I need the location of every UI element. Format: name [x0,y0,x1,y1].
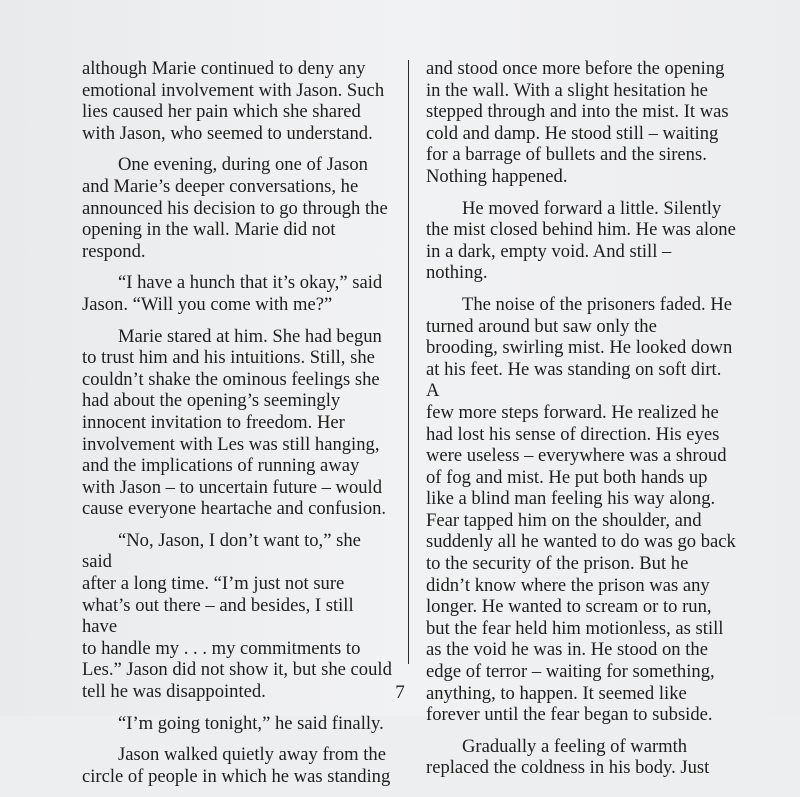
right-column [426,58,736,789]
paragraph: “No, Jason, I don’t want to,” she said after a long time. “I’m just not sure what’s out there – and besides, I still have to handle my . . . my commitments to Les.” Jason did not show it, but she could tell he was disappointed. [82,529,392,703]
paragraph: The noise of the prisoners faded. He turned around but saw only the brooding, swirling mist. He looked down at his feet. He was standing on soft dirt. A few more steps forward. He realized he had lost his sense of direction. His eyes were useless – everywhere was a shroud of fog and mist. He put both hands up like a blind man feeling his way along. Fear tapped him on the shoulder, and suddenly all he wanted to do was go back to the security of the prison. But he didn’t know where the prison was any longer. He wanted to scream or to run, but the fear held him motionless, as still as the void he was in. He stood on the edge of terror – waiting for something, anything, to happen. It seemed like forever until the fear began to subside. [426,293,736,726]
paragraph: “I’m going tonight,” he said finally. [118,712,384,734]
paragraph: although Marie continued to deny any emotional involvement with Jason. Such lies caused her pain which she shared with Jason, who seemed to understand. [82,58,385,144]
paragraph: Marie stared at him. She had begun to trust him and his intuitions. Still, she couldn’t shake the ominous feelings she had about the opening’s seemingly innocent invitation to freedom. Her involvement with Les was still hanging, and the implications of running away with Jason – to uncertain future – would cause everyone heartache and confusion. [82,325,387,520]
column-divider [408,60,409,664]
paragraph: Gradually a feeling of warmth replaced the coldness in his body. Just [426,735,710,779]
paragraph: “I have a hunch that it’s okay,” said Jason. “Will you come with me?” [82,272,383,315]
paragraph: Jason walked quietly away from the circle of people in which he was standing [82,744,391,787]
page-number: 7 [395,682,405,703]
paragraph: One evening, during one of Jason and Marie’s deeper conversations, he announced his decision to go through the opening in the wall. Marie did not respond. [82,154,388,262]
paragraph: and stood once more before the opening in the wall. With a slight hesitation he stepped through and into the mist. It was cold and damp. He stood still – waiting for a barrage of bullets and the sirens. Nothing happened. [426,58,729,187]
paragraph: He moved forward a little. Silently the mist closed behind him. He was alone in a dark, empty void. And still – nothing. [426,197,736,284]
